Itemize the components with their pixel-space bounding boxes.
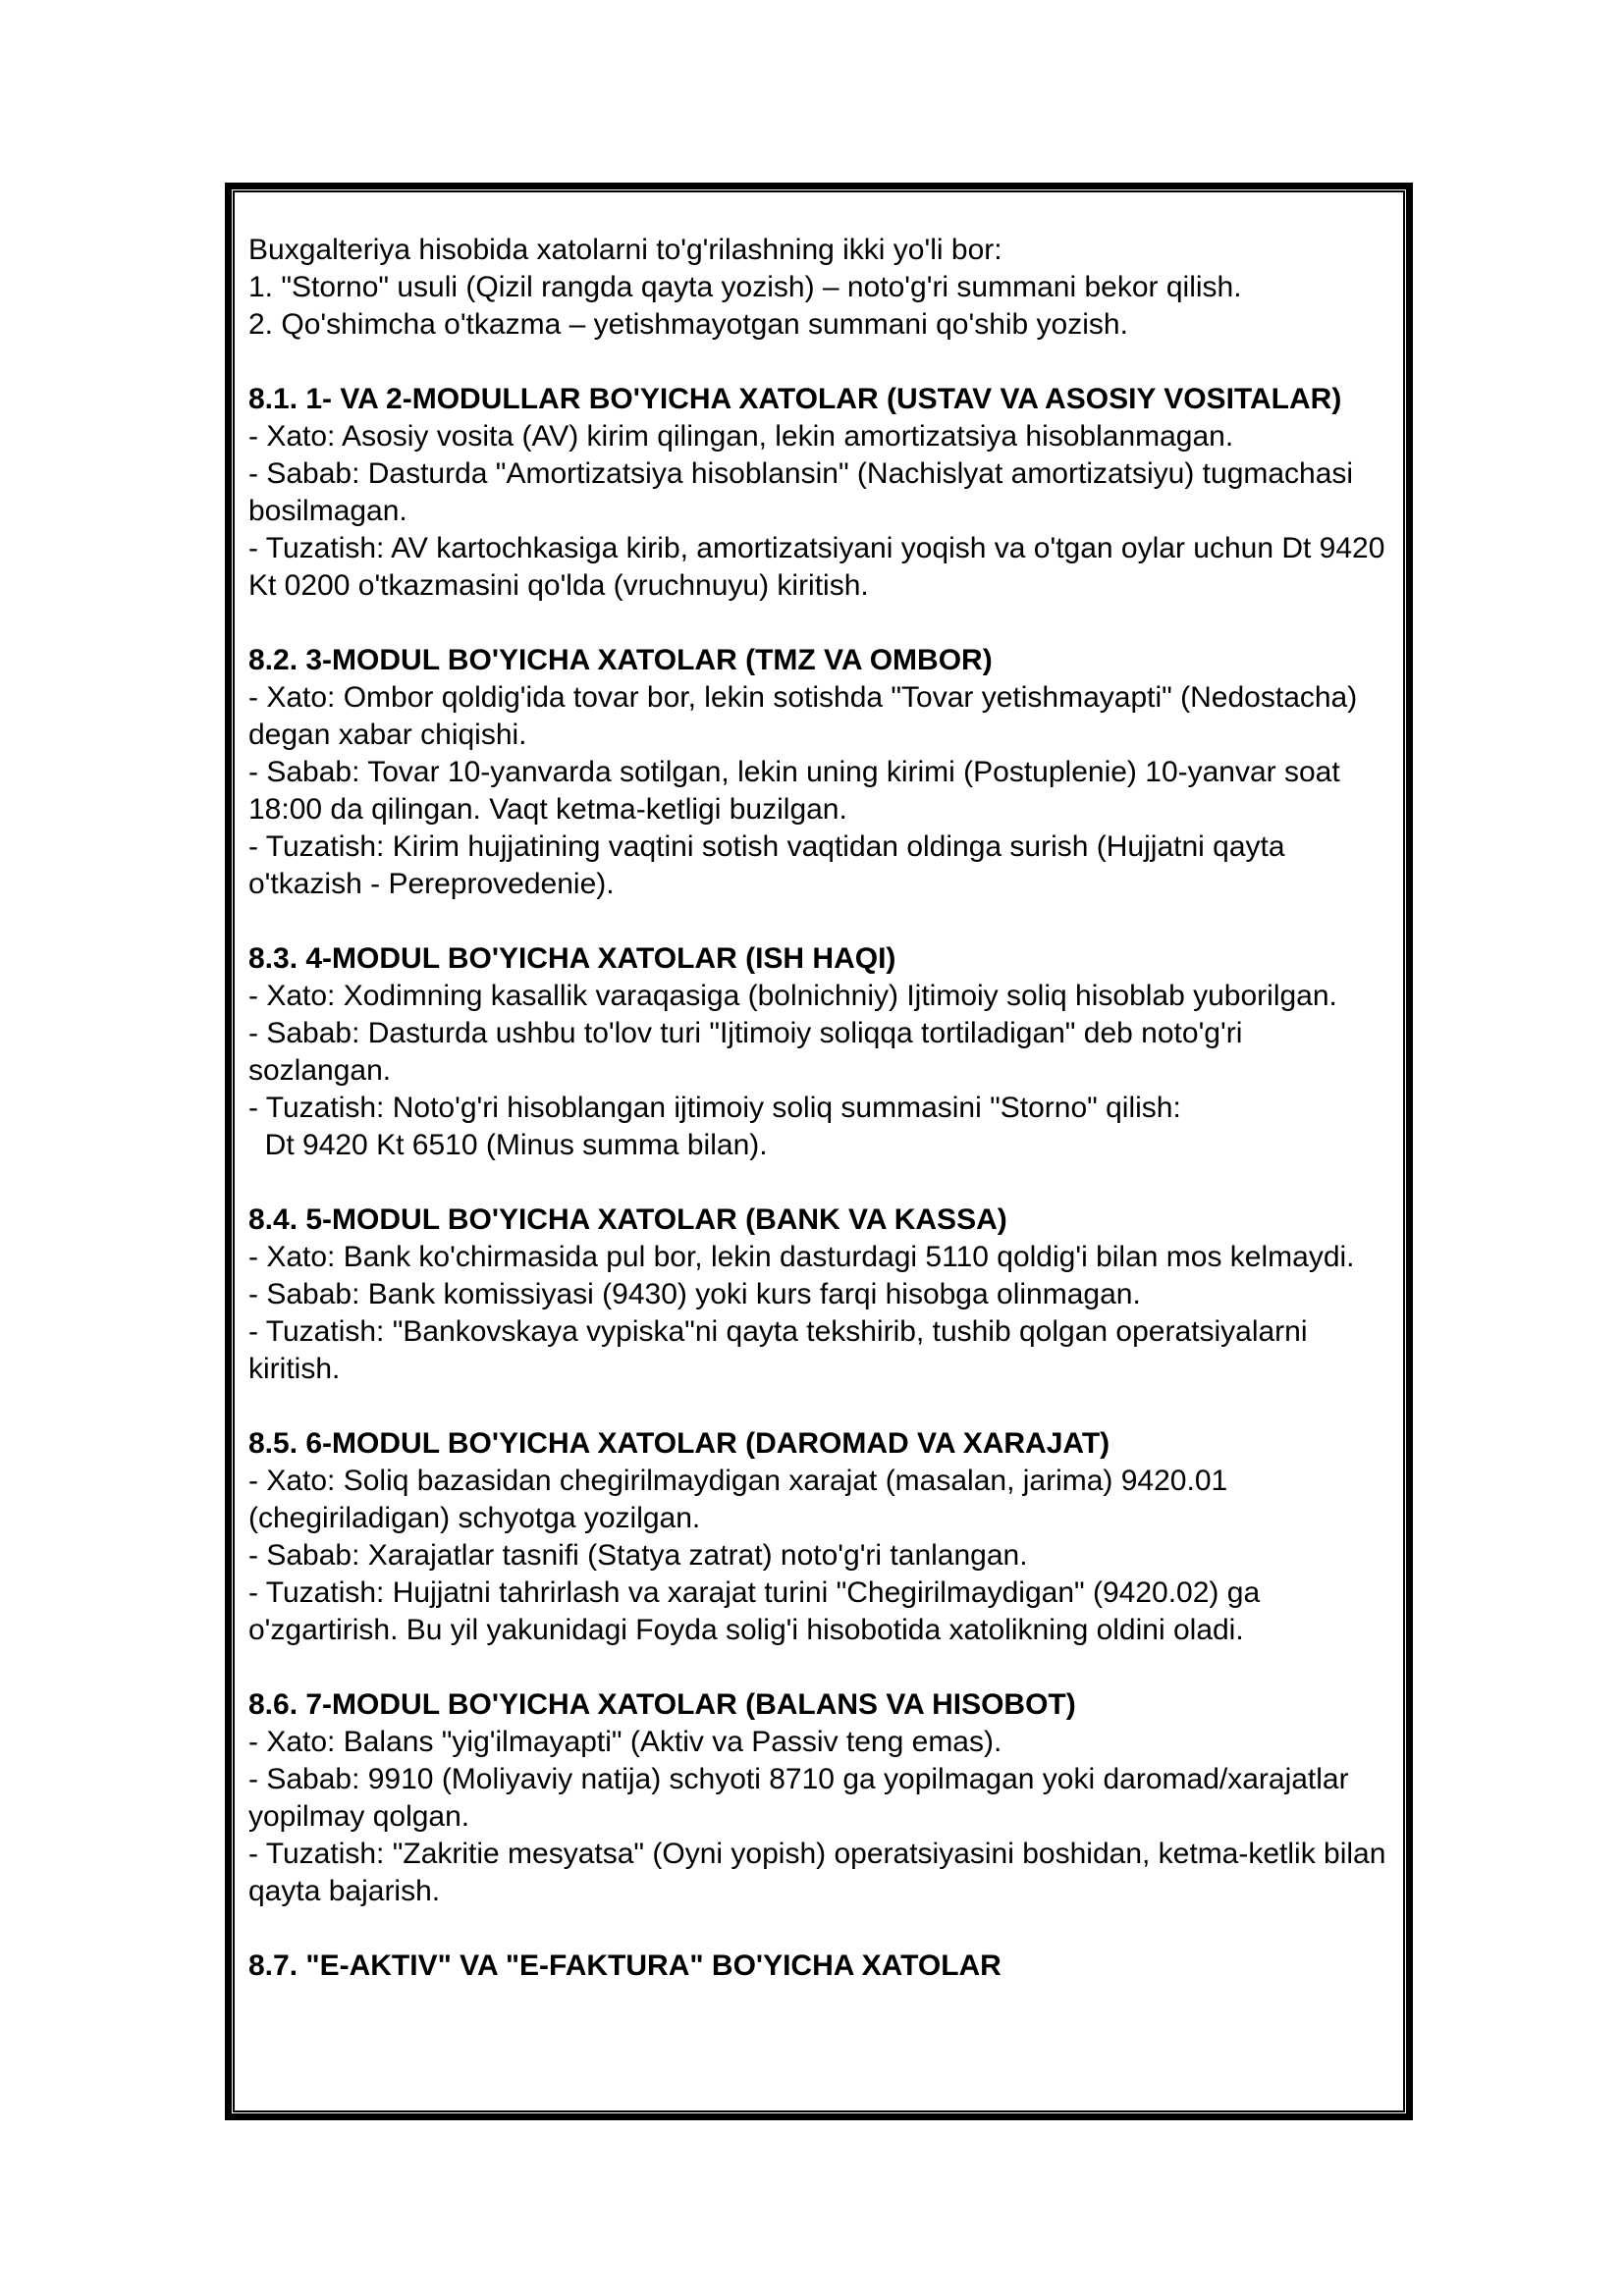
- section-heading: 8.6. 7-MODUL BO'YICHA XATOLAR (BALANS VA HISOBOT): [248, 1688, 1076, 1721]
- section-heading: 8.5. 6-MODUL BO'YICHA XATOLAR (DAROMAD VA XARAJAT): [248, 1427, 1110, 1460]
- section-line: - Tuzatish: Kirim hujjatining vaqtini sotish vaqtidan oldinga surish (Hujjatni qayta o'tkazish - Pereprovedenie).: [248, 830, 1293, 900]
- section-line: - Xato: Balans "yig'ilmayapti" (Aktiv va Passiv teng emas).: [248, 1726, 1002, 1758]
- section-8-2: [248, 642, 1387, 903]
- section-heading: 8.1. 1- VA 2-MODULLAR BO'YICHA XATOLAR (USTAV VA ASOSIY VOSITALAR): [248, 383, 1342, 415]
- section-8-5: [248, 1425, 1387, 1649]
- intro-block: [248, 232, 1387, 344]
- section-8-3: [248, 940, 1387, 1164]
- section-8-7: [248, 1948, 1387, 1985]
- section-line: - Xato: Asosiy vosita (AV) kirim qilingan, lekin amortizatsiya hisoblanmagan.: [248, 420, 1234, 453]
- section-8-1: [248, 381, 1393, 605]
- section-line: - Sabab: Tovar 10-yanvarda sotilgan, lekin uning kirimi (Postuplenie) 10-yanvar soat 18:00 da qilingan. Vaqt ketma-ketligi buzilgan.: [248, 756, 1349, 826]
- section-line: - Tuzatish: "Bankovskaya vypiska"ni qayta tekshirib, tushib qolgan operatsiyalarni kiritish.: [248, 1315, 1316, 1385]
- section-heading: 8.2. 3-MODUL BO'YICHA XATOLAR (TMZ VA OMBOR): [248, 644, 993, 676]
- intro-line: 2. Qo'shimcha o'tkazma – yetishmayotgan summani qo'shib yozish.: [248, 308, 1128, 341]
- section-line: - Xato: Soliq bazasidan chegirilmaydigan xarajat (masalan, jarima) 9420.01 (chegiriladigan) schyotga yozilgan.: [248, 1465, 1236, 1534]
- section-line: - Xato: Xodimning kasallik varaqasiga (bolnichniy) Ijtimoiy soliq hisoblab yuborilgan.: [248, 980, 1337, 1012]
- section-line: - Sabab: Dasturda ushbu to'lov turi "Ijtimoiy soliqqa tortiladigan" deb noto'g'ri sozlangan.: [248, 1017, 1251, 1087]
- section-line: - Tuzatish: AV kartochkasiga kirib, amortizatsiyani yoqish va o'tgan oylar uchun Dt 9420 Kt 0200 o'tkazmasini qo'lda (vruchnuyu) kiritish.: [248, 532, 1393, 602]
- intro-line: 1. "Storno" usuli (Qizil rangda qayta yozish) – noto'g'ri summani bekor qilish.: [248, 271, 1242, 303]
- section-line: - Sabab: Bank komissiyasi (9430) yoki kurs farqi hisobga olinmagan.: [248, 1278, 1141, 1310]
- section-line: - Sabab: Dasturda "Amortizatsiya hisoblansin" (Nachislyat amortizatsiyu) tugmachasi bosilmagan.: [248, 457, 1362, 527]
- section-heading: 8.4. 5-MODUL BO'YICHA XATOLAR (BANK VA KASSA): [248, 1203, 1007, 1236]
- section-8-4: [248, 1201, 1387, 1388]
- section-8-6: [248, 1686, 1394, 1910]
- section-line: - Tuzatish: "Zakritie mesyatsa" (Oyni yopish) operatsiyasini boshidan, ketma-ketlik bilan qayta bajarish.: [248, 1838, 1394, 1907]
- document-body: [248, 232, 1394, 1985]
- section-line: Dt 9420 Kt 6510 (Minus summa bilan).: [248, 1129, 768, 1161]
- section-line: - Xato: Bank ko'chirmasida pul bor, lekin dasturdagi 5110 qoldig'i bilan mos kelmaydi.: [248, 1241, 1355, 1273]
- section-heading: 8.7. "E-AKTIV" VA "E-FAKTURA" BO'YICHA XATOLAR: [248, 1949, 1001, 1982]
- section-line: - Xato: Ombor qoldig'ida tovar bor, lekin sotishda "Tovar yetishmayapti" (Nedostacha) degan xabar chiqishi.: [248, 681, 1366, 751]
- section-line: - Sabab: Xarajatlar tasnifi (Statya zatrat) noto'g'ri tanlangan.: [248, 1539, 1028, 1572]
- section-line: - Tuzatish: Hujjatni tahrirlash va xarajat turini "Chegirilmaydigan" (9420.02) ga o'zgartirish. Bu yil yakunidagi Foyda solig'i hisobotida xatolikning oldini oladi.: [248, 1576, 1269, 1646]
- section-heading: 8.3. 4-MODUL BO'YICHA XATOLAR (ISH HAQI): [248, 942, 896, 975]
- section-line: - Sabab: 9910 (Moliyaviy natija) schyoti 8710 ga yopilmagan yoki daromad/xarajatlar yopilmay qolgan.: [248, 1763, 1357, 1833]
- intro-line: Buxgalteriya hisobida xatolarni to'g'rilashning ikki yo'li bor:: [248, 234, 1002, 266]
- section-line: - Tuzatish: Noto'g'ri hisoblangan ijtimoiy soliq summasini "Storno" qilish:: [248, 1092, 1181, 1124]
